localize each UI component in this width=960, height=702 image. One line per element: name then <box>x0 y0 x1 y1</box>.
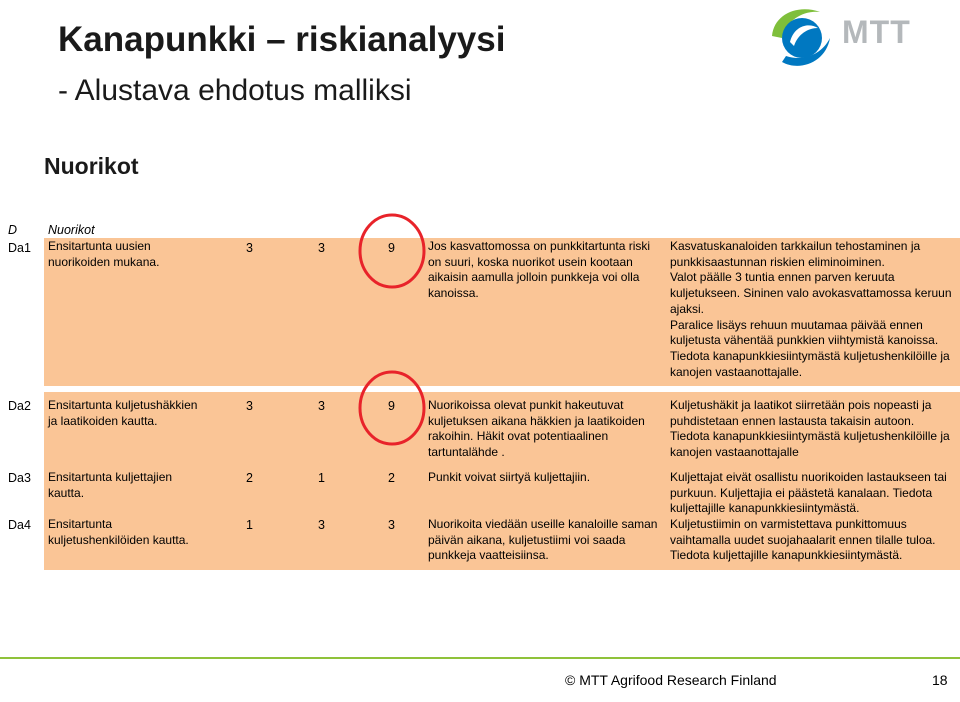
page-number: 18 <box>932 672 948 688</box>
row-risk: Punkit voivat siirtyä kuljettajiin. <box>428 470 591 484</box>
row-id: Da3 <box>8 471 31 485</box>
row-risk: Jos kasvattomossa on punkkitartunta riski on suuri, koska nuorikot usein kootaan aikaisin aamulla jolloin punkkeja voi olla kanoissa. <box>428 239 651 301</box>
row-action: Kuljettajat eivät osallistu nuorikoiden lastaukseen tai purkuun. Kuljettajia ei päästetä kanalaan. Tiedota kuljettajille kanapunkkiesiintymästä. <box>670 470 947 516</box>
row-action: Kasvatuskanaloiden tarkkailun tehostaminen ja punkkisaastunnan riskien eliminoiminen. Valot päälle 3 tuntia ennen parven keruuta kuljetukseen. Sininen valo avokasvattamossa keruun ajaksi. Paralice lisäys rehuun muutamaa päivää ennen kuljetusta vähentää punkkien viihtymistä kanoissa. Tiedota kanapunkkiesiintymästä kuljetushenkilöille ja kanojen vastaanottajalle. <box>670 239 952 379</box>
row-value-3: 2 <box>388 471 395 485</box>
row-source: Ensitartunta kuljetushenkilöiden kautta. <box>48 517 189 547</box>
row-value-3: 9 <box>388 399 395 413</box>
row-value-1: 3 <box>246 399 253 413</box>
row-source: Ensitartunta uusien nuorikoiden mukana. <box>48 239 160 269</box>
row-value-2: 1 <box>318 471 325 485</box>
row-action: Kuljetushäkit ja laatikot siirretään pois nopeasti ja puhdistetaan ennen lastausta takaisin autoon. Tiedota kanapunkkiesiintymästä kuljetushenkilöille ja kanojen vastaanottajalle <box>670 398 950 460</box>
row-value-3: 9 <box>388 241 395 255</box>
row-value-2: 3 <box>318 518 325 532</box>
row-id: Da4 <box>8 518 31 532</box>
row-id: Da1 <box>8 241 31 255</box>
logo-wordmark: MTT <box>842 14 911 50</box>
footer-divider <box>0 657 960 659</box>
row-source: Ensitartunta kuljetushäkkien ja laatikoiden kautta. <box>48 398 198 428</box>
row-value-1: 3 <box>246 241 253 255</box>
footer-copyright: © MTT Agrifood Research Finland <box>565 672 777 688</box>
row-id: Da2 <box>8 399 31 413</box>
row-source: Ensitartunta kuljettajien kautta. <box>48 470 173 500</box>
row-value-1: 1 <box>246 518 253 532</box>
page-title: Kanapunkki – riskianalyysi <box>58 20 506 59</box>
row-value-2: 3 <box>318 241 325 255</box>
table-header-id: D <box>8 223 18 237</box>
row-value-3: 3 <box>388 518 395 532</box>
row-risk: Nuorikoissa olevat punkit hakeutuvat kuljetuksen aikana häkkien ja laatikoiden rakoihin. Häkit ovat potentiaalinen tartuntalähde . <box>428 398 645 460</box>
row-value-1: 2 <box>246 471 253 485</box>
section-heading: Nuorikot <box>44 153 139 179</box>
page-subtitle: - Alustava ehdotus malliksi <box>58 74 412 107</box>
table-header-name: Nuorikot <box>48 223 95 237</box>
row-risk: Nuorikoita viedään useille kanaloille saman päivän aikana, kuljetustiimi voi saada punkkeja vaatteisiinsa. <box>428 517 658 563</box>
row-action: Kuljetustiimin on varmistettava punkittomuus vaihtamalla uudet suojahaalarit ennen tilalle tuloa. Tiedota kuljettajille kanapunkkiesiintymästä. <box>670 517 936 563</box>
row-value-2: 3 <box>318 399 325 413</box>
